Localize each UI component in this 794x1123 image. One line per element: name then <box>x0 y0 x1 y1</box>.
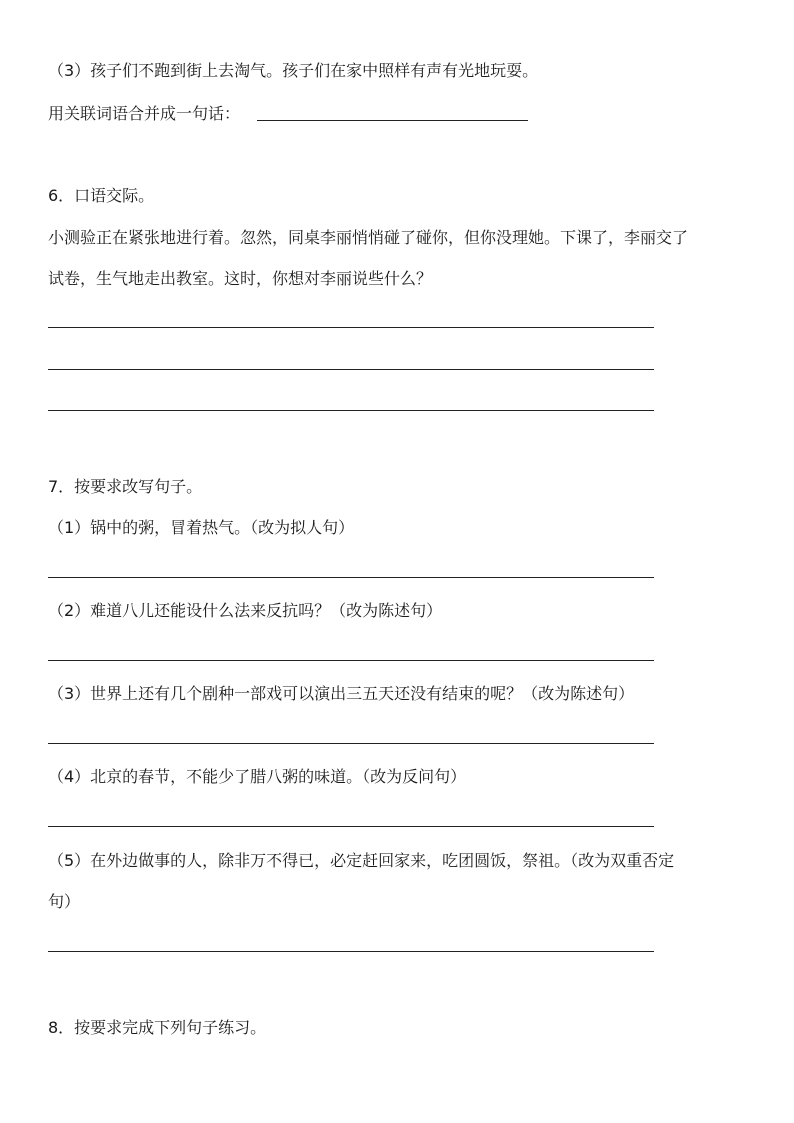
q7-title: 7．按要求改写句子。 <box>48 477 203 496</box>
q6-answer-line-1[interactable] <box>48 327 654 328</box>
q5-instruction-text: 用关联词语合并成一句话： <box>48 104 241 123</box>
q5-item3-text: （3）孩子们不跑到街上去淘气。孩子们在家中照样有声有光地玩耍。 <box>48 61 539 80</box>
q7-item5-line2: 句） <box>48 892 81 911</box>
q7-item2-answer-line[interactable] <box>48 660 654 661</box>
q7-item1-text: （1）锅中的粥，冒着热气。（改为拟人句） <box>48 518 355 537</box>
q6-title: 6．口语交际。 <box>48 186 155 205</box>
q7-item1-answer-line[interactable] <box>48 577 654 578</box>
q6-answer-line-3[interactable] <box>48 410 654 411</box>
q7-item4-text: （4）北京的春节，不能少了腊八粥的味道。（改为反问句） <box>48 767 467 786</box>
q6-body-line2: 试卷，生气地走出教室。这时，你想对李丽说些什么？ <box>48 269 433 288</box>
q6-answer-line-2[interactable] <box>48 369 654 370</box>
q5-answer-line[interactable] <box>257 120 528 121</box>
q8-title: 8．按要求完成下列句子练习。 <box>48 1018 267 1037</box>
q7-item3-answer-line[interactable] <box>48 743 654 744</box>
q7-item5-answer-line[interactable] <box>48 951 654 952</box>
q6-body-line1: 小测验正在紧张地进行着。忽然，同桌李丽悄悄碰了碰你，但你没理她。下课了，李丽交了 <box>48 228 689 247</box>
q7-item2-text: （2）难道八儿还能设什么法来反抗吗？（改为陈述句） <box>48 601 443 620</box>
q7-item3-text: （3）世界上还有几个剧种一部戏可以演出三五天还没有结束的呢？（改为陈述句） <box>48 684 635 703</box>
q7-item5-line1: （5）在外边做事的人，除非万不得已，必定赶回家来，吃团圆饭，祭祖。（改为双重否定 <box>48 851 675 870</box>
q7-item4-answer-line[interactable] <box>48 826 654 827</box>
